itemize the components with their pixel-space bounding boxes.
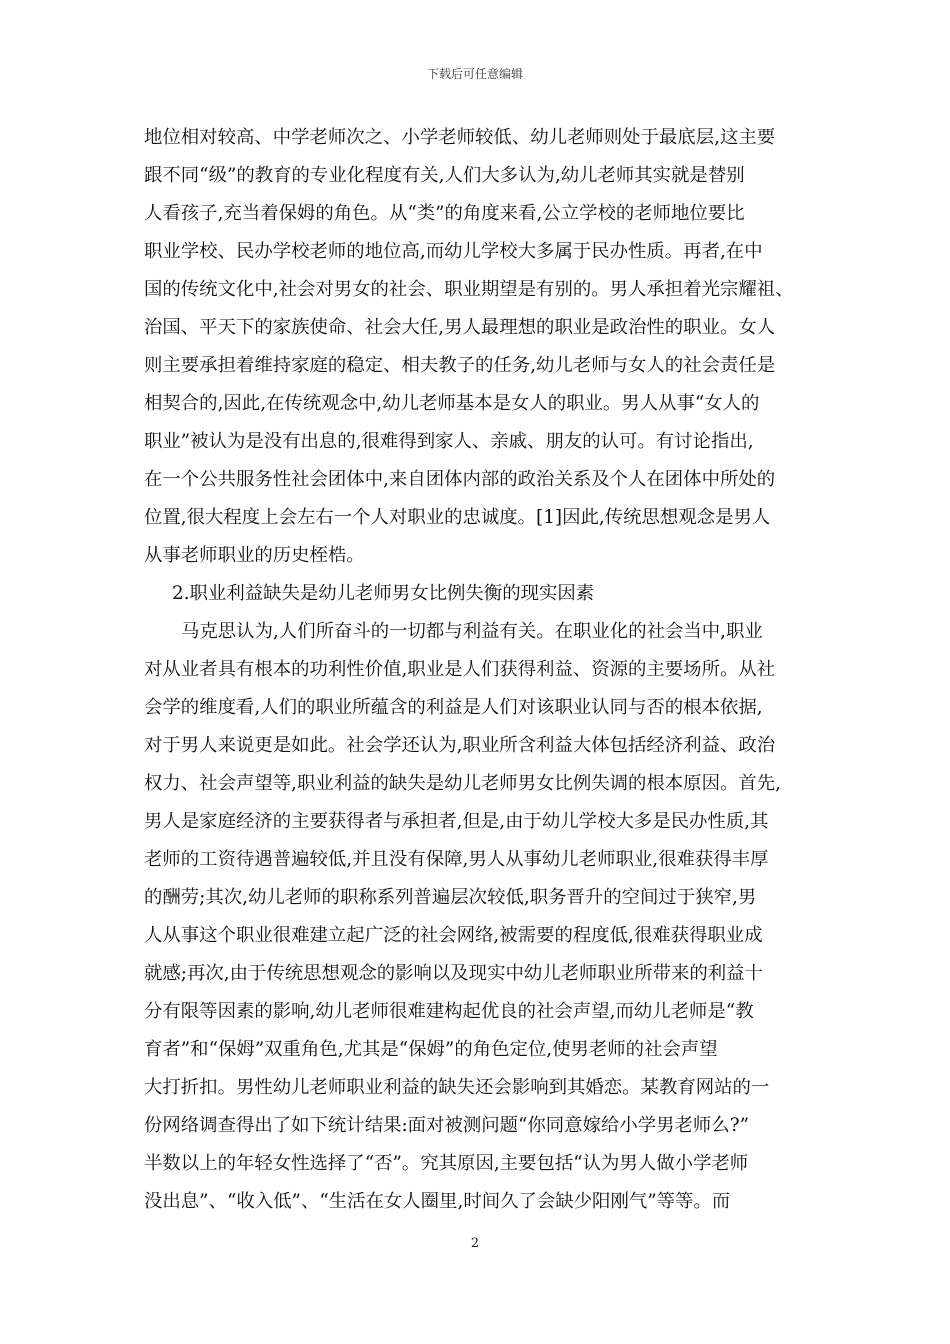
text-line: 老师的工资待遇普遍较低,并且没有保障,男人从事幼儿老师职业,很难获得丰厚	[144, 849, 769, 870]
text-line: 职业”被认为是没有出息的,很难得到家人、亲戚、朋友的认可。有讨论指出,	[144, 431, 754, 452]
text-line: 大打折扣。男性幼儿老师职业利益的缺失还会影响到其婚恋。某教育网站的一	[144, 1077, 770, 1098]
text-line: 职业学校、民办学校老师的地位高,而幼儿学校大多属于民办性质。再者,在中	[144, 241, 763, 262]
text-line: 没出息”、“收入低”、“生活在女人圈里,时间久了会缺少阳刚气”等等。而	[144, 1191, 731, 1212]
document-body	[144, 119, 810, 1221]
page-header: 下载后可任意编辑	[426, 67, 523, 81]
text-line: 对从业者具有根本的功利性价值,职业是人们获得利益、资源的主要场所。从社	[144, 659, 776, 680]
text-line: 的酬劳;其次,幼儿老师的职称系列普遍层次较低,职务晋升的空间过于狭窄,男	[144, 887, 757, 908]
text-line: 人从事这个职业很难建立起广泛的社会网络,被需要的程度低,很难获得职业成	[144, 925, 763, 946]
text-line: 人看孩子,充当着保姆的角色。从“类”的角度来看,公立学校的老师地位要比	[144, 203, 745, 224]
text-line: 分有限等因素的影响,幼儿老师很难建构起优良的社会声望,而幼儿老师是“教	[144, 1001, 754, 1022]
text-line: 位置,很大程度上会左右一个人对职业的忠诚度。[1]因此,传统思想观念是男人	[144, 507, 771, 528]
text-line: 治国、平天下的家族使命、社会大任,男人最理想的职业是政治性的职业。女人	[144, 317, 776, 338]
section-heading: 2.职业利益缺失是幼儿老师男女比例失衡的现实因素	[172, 583, 595, 604]
text-line: 会学的维度看,人们的职业所蕴含的利益是人们对该职业认同与否的根本依据,	[144, 697, 763, 718]
text-line: 跟不同“级”的教育的专业化程度有关,人们大多认为,幼儿老师其实就是替别	[144, 165, 745, 186]
text-line: 权力、社会声望等,职业利益的缺失是幼儿老师男女比例失调的根本原因。首先,	[144, 773, 781, 794]
text-line: 男人是家庭经济的主要获得者与承担者,但是,由于幼儿学校大多是民办性质,其	[144, 811, 769, 832]
text-line: 育者”和“保姆”双重角色,尤其是“保姆”的角色定位,使男老师的社会声望	[144, 1039, 718, 1060]
text-line: 在一个公共服务性社会团体中,来自团体内部的政治关系及个人在团体中所处的	[144, 469, 776, 490]
text-line: 从事老师职业的历史桎梏。	[144, 545, 365, 566]
text-line: 地位相对较高、中学老师次之、小学老师较低、幼儿老师则处于最底层,这主要	[144, 127, 776, 148]
text-line: 则主要承担着维持家庭的稳定、相夫教子的任务,幼儿老师与女人的社会责任是	[144, 355, 776, 376]
text-line: 半数以上的年轻女性选择了“否”。究其原因,主要包括“认为男人做小学老师	[144, 1153, 749, 1174]
page-number: 2	[470, 1236, 480, 1251]
text-line: 对于男人来说更是如此。社会学还认为,职业所含利益大体包括经济利益、政治	[144, 735, 776, 756]
text-line: 相契合的,因此,在传统观念中,幼儿老师基本是女人的职业。男人从事“女人的	[144, 393, 760, 414]
text-line: 马克思认为,人们所奋斗的一切都与利益有关。在职业化的社会当中,职业	[181, 621, 763, 642]
text-line: 份网络调查得出了如下统计结果:面对被测问题“你同意嫁给小学男老师么?”	[144, 1115, 749, 1136]
text-line: 就感;再次,由于传统思想观念的影响以及现实中幼儿老师职业所带来的利益十	[144, 963, 763, 984]
text-line: 国的传统文化中,社会对男女的社会、职业期望是有别的。男人承担着光宗耀祖、	[144, 279, 794, 300]
